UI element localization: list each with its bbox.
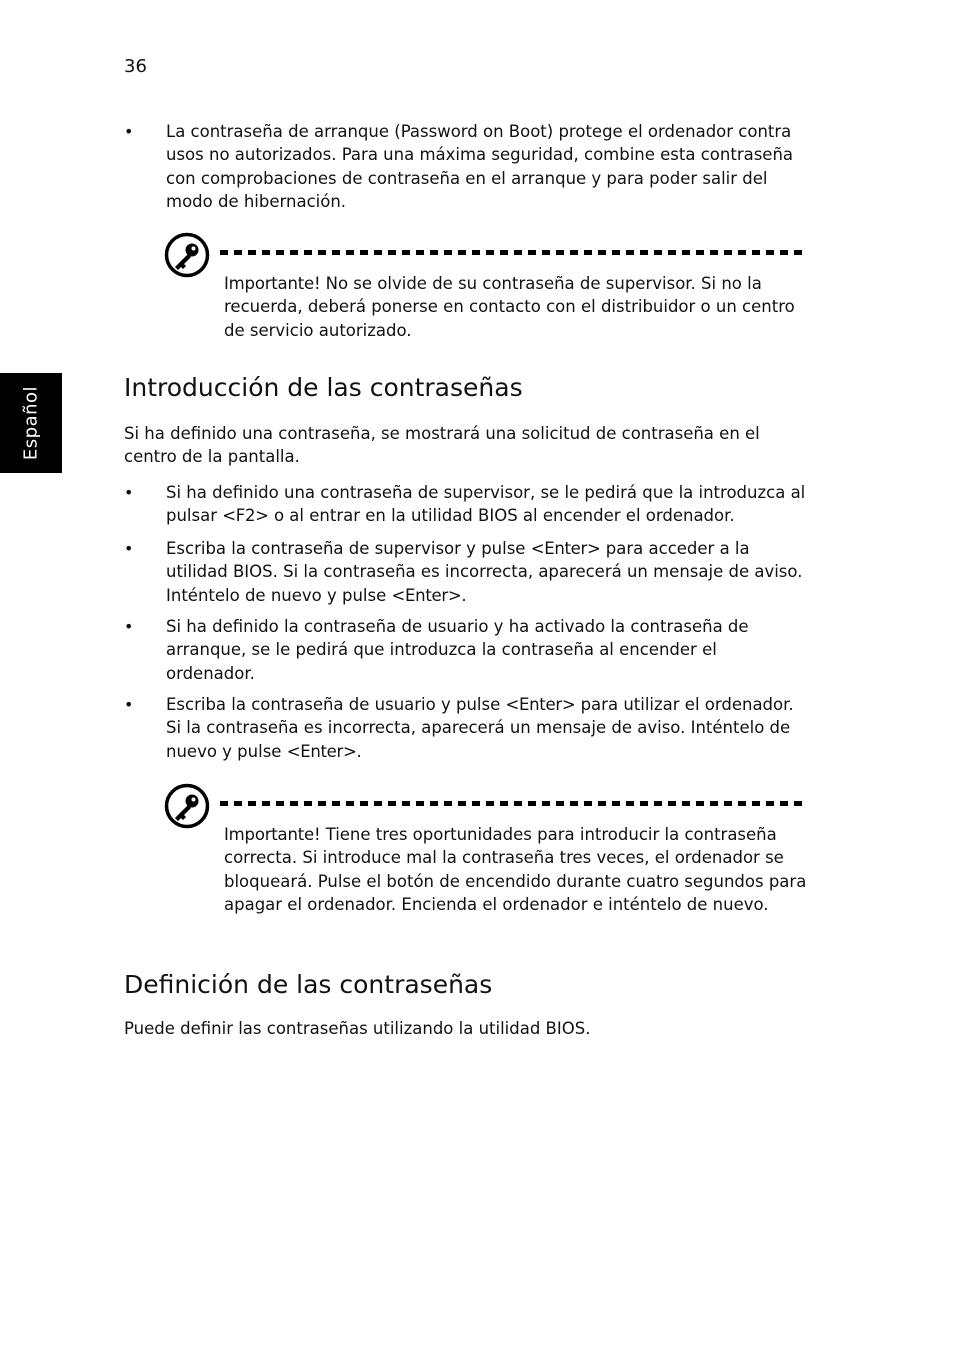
text-run: o al entrar en la utilidad BIOS al encender el ordenador. bbox=[268, 506, 735, 526]
important-note bbox=[224, 272, 809, 342]
text-run: Si ha definido una contraseña de supervisor, se le pedirá que la introduzca al pulsar bbox=[166, 483, 806, 526]
note-separator bbox=[220, 801, 806, 806]
list-item-text bbox=[166, 537, 809, 607]
language-side-tab bbox=[0, 373, 62, 473]
key-name: <Enter> bbox=[286, 741, 357, 761]
key-icon bbox=[164, 232, 210, 278]
text-run: Escriba la contraseña de supervisor y pulse bbox=[166, 539, 531, 558]
important-label: Importante! bbox=[224, 274, 321, 293]
key-name: <F2> bbox=[222, 506, 269, 526]
key-name: <Enter> bbox=[530, 539, 601, 558]
text-run: para utilizar el ordenador. Si la contraseña es incorrecta, aparecerá un mensaje de aviso. Inténtelo de nuevo y pulse bbox=[166, 695, 794, 761]
list-item-text: Si ha definido la contraseña de usuario y ha activado la contraseña de arranque, se le pedirá que introduzca la contraseña al encender el ordenador. bbox=[166, 617, 749, 683]
bullet-icon: • bbox=[124, 122, 134, 141]
bullet-icon: • bbox=[124, 539, 134, 558]
section-intro: Si ha definido una contraseña, se mostrará una solicitud de contraseña en el centro de la pantalla. bbox=[124, 424, 760, 467]
important-label: Importante! bbox=[224, 825, 321, 844]
note-separator bbox=[220, 250, 806, 255]
bullet-icon: • bbox=[124, 483, 134, 502]
list-item bbox=[124, 481, 809, 528]
key-name: <Enter> bbox=[505, 695, 576, 714]
section-heading: Introducción de las contraseñas bbox=[124, 373, 523, 402]
list-item bbox=[124, 693, 809, 763]
list-item bbox=[124, 537, 809, 607]
list-item-text bbox=[166, 693, 809, 763]
text-run: para acceder a la utilidad BIOS. Si la contraseña es incorrecta, aparecerá un mensaje de aviso. Inténtelo de nuevo y pulse bbox=[166, 539, 803, 605]
bullet-icon: • bbox=[124, 695, 134, 714]
language-side-tab-label: Español bbox=[20, 385, 42, 461]
list-item bbox=[124, 615, 809, 685]
section-intro: Puede definir las contraseñas utilizando la utilidad BIOS. bbox=[124, 1019, 591, 1038]
important-note bbox=[224, 823, 809, 917]
page-number: 36 bbox=[124, 56, 147, 77]
list-item-text: La contraseña de arranque (Password on Boot) protege el ordenador contra usos no autorizados. Para una máxima seguridad, combine esta contraseña con comprobaciones de contraseña en el arranque y para poder salir del modo de hibernación. bbox=[166, 122, 794, 212]
text-run: . bbox=[356, 741, 362, 761]
text-run: . bbox=[461, 585, 467, 605]
list-item bbox=[124, 120, 809, 214]
key-icon bbox=[164, 783, 210, 829]
bullet-icon: • bbox=[124, 617, 134, 636]
list-item-text bbox=[166, 481, 809, 528]
key-name: <Enter> bbox=[391, 585, 462, 605]
section-heading: Definición de las contraseñas bbox=[124, 970, 493, 999]
text-run: Escriba la contraseña de usuario y pulse bbox=[166, 695, 506, 714]
important-note-text: Tiene tres oportunidades para introducir la contraseña correcta. Si introduce mal la contraseña tres veces, el ordenador se bloqueará. Pulse el botón de encendido durante cuatro segundos para apagar el ordenador. Encienda el ordenador e inténtelo de nuevo. bbox=[224, 825, 807, 915]
important-note-text: No se olvide de su contraseña de supervisor. Si no la recuerda, deberá ponerse en contacto con el distribuidor o un centro de servicio autorizado. bbox=[224, 274, 795, 340]
